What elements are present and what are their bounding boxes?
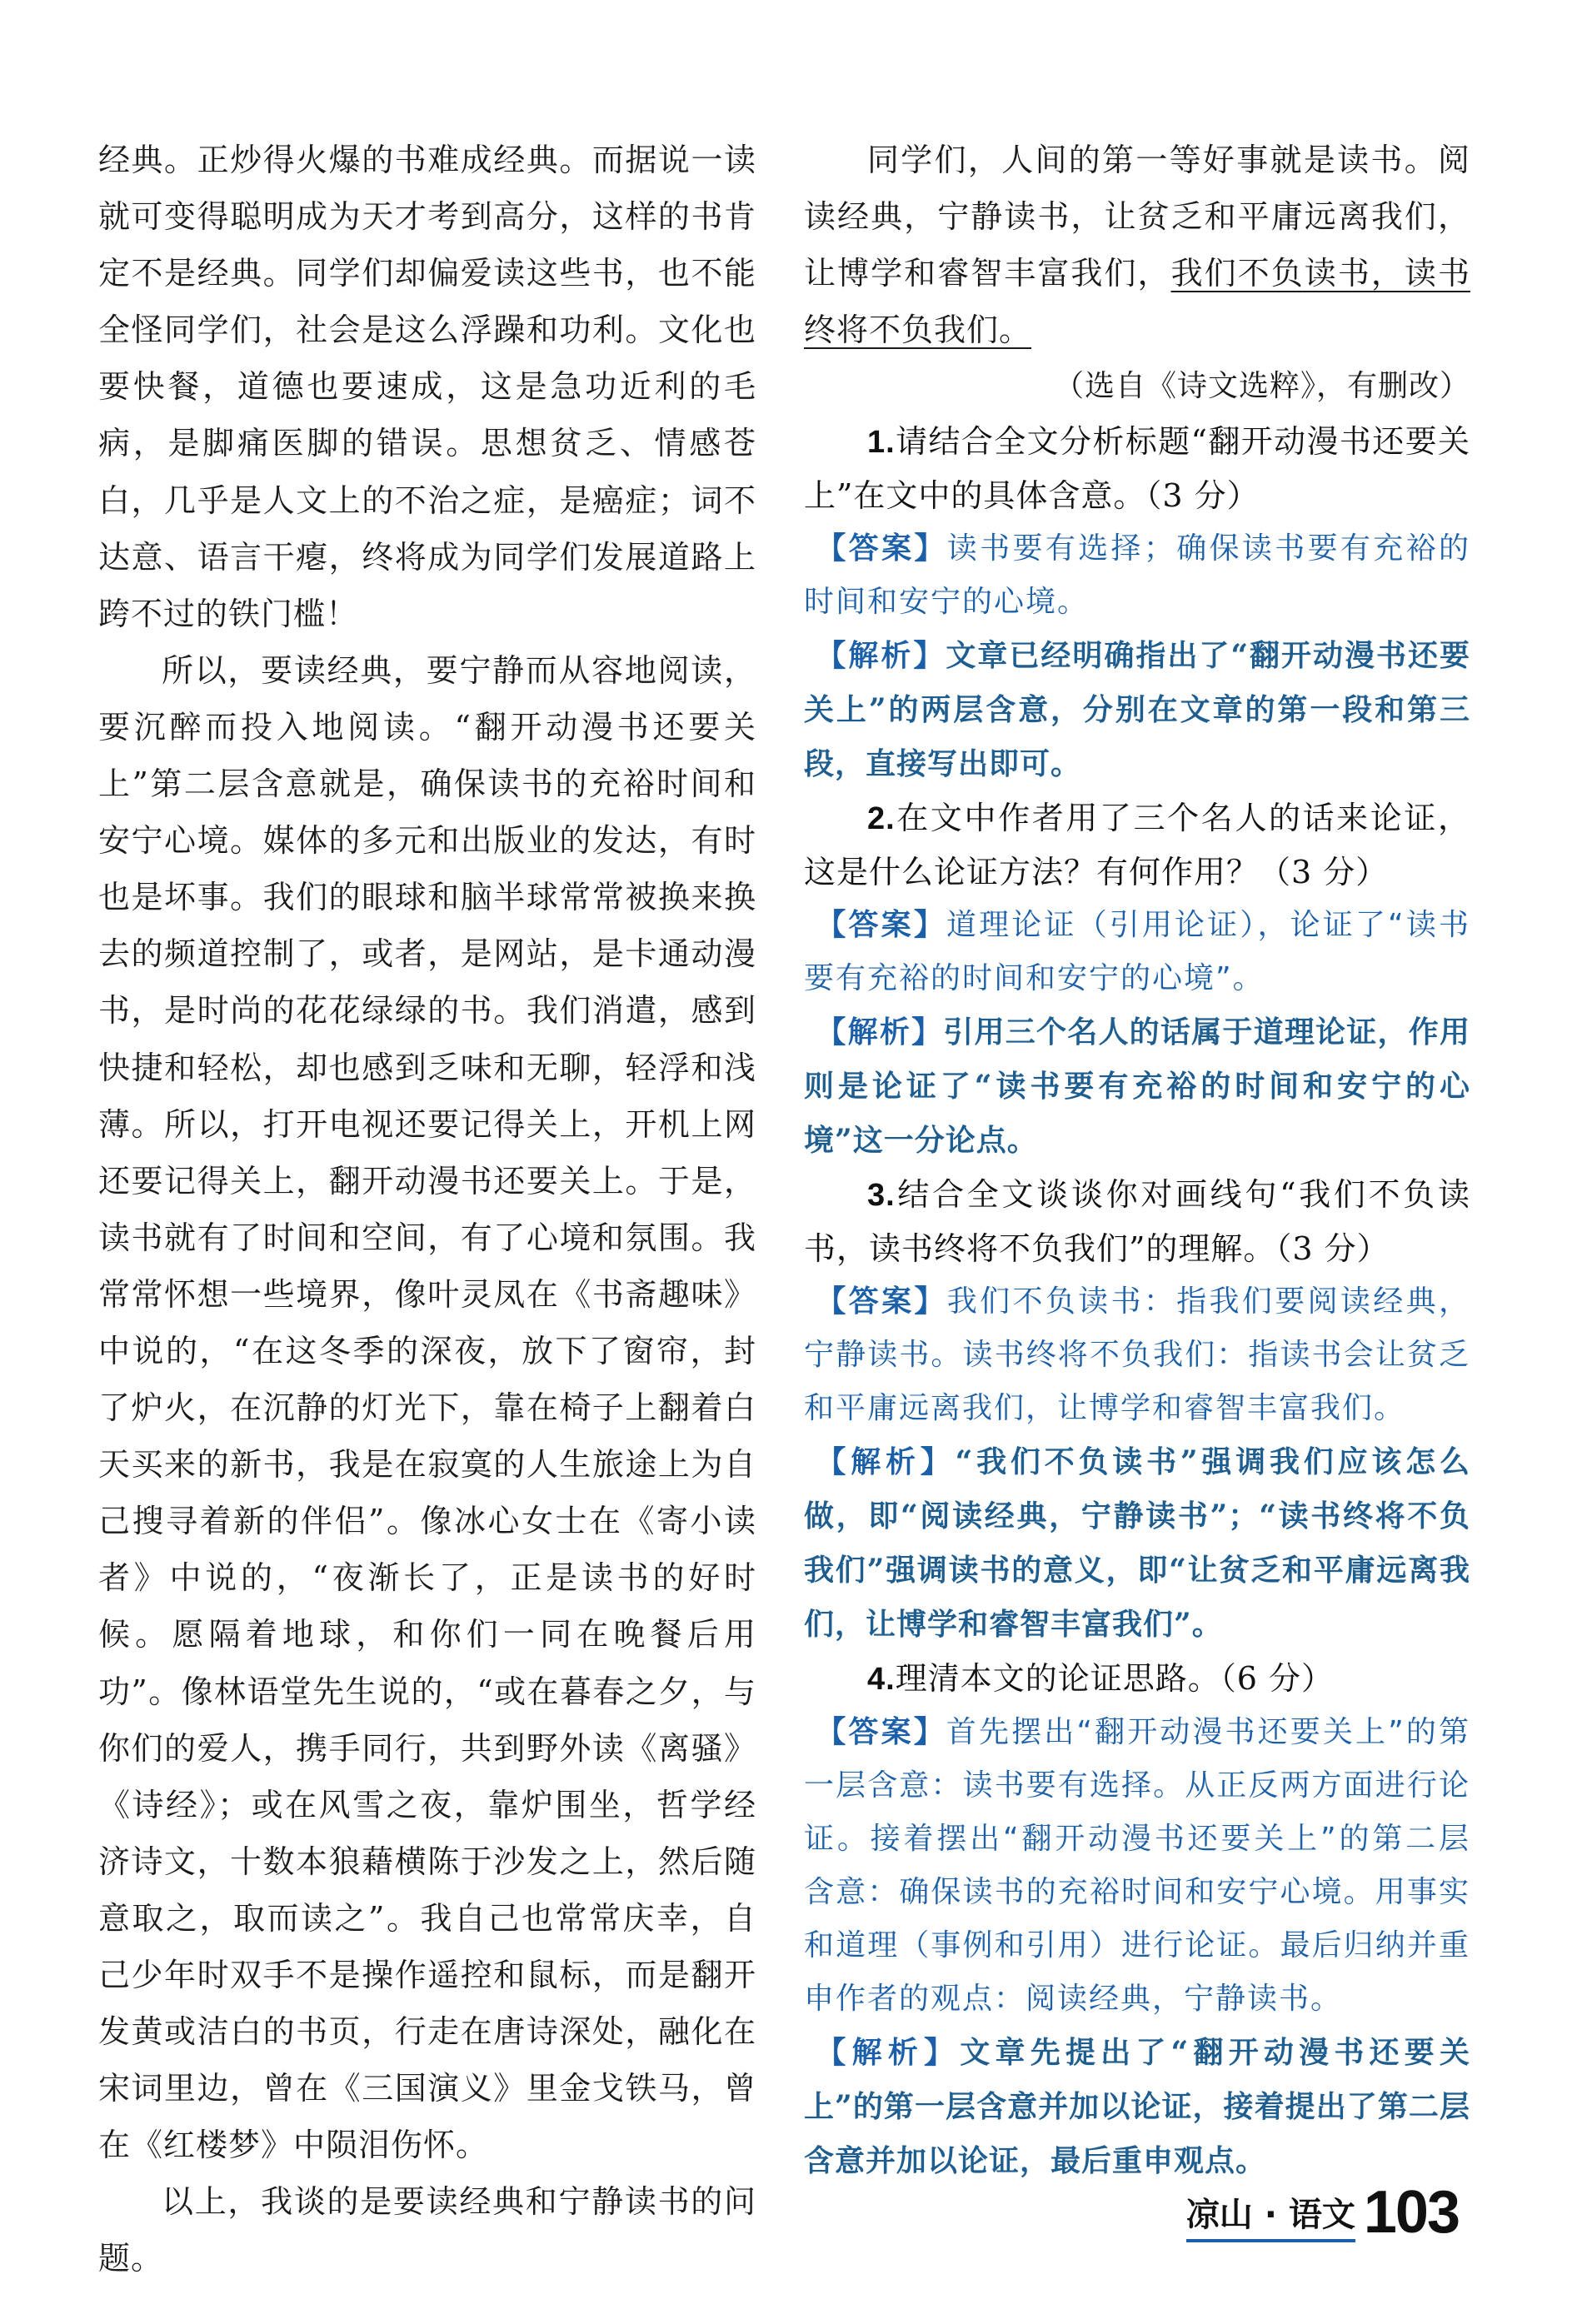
essay-conclusion — [804, 132, 1470, 358]
answer-text: 首先摆出“翻开动漫书还要关上”的第一层含意：读书要有选择。从正反两方面进行论证。接着摆出“翻开动漫书还要关上”的第二层含意：确保读书的充裕时间和安宁心境。用事实和道理（事例和引用）进行论证。最后归纳并重申作者的观点：阅读经典，宁静读书。 — [804, 1715, 1470, 2017]
question-4 — [804, 1652, 1470, 2188]
analysis-tag: 【解析】 — [816, 639, 946, 674]
question-text: 请结合全文分析标题“翻开动漫书还要关上”在文中的具体含意。（3 分） — [804, 423, 1470, 515]
analysis-text: 引用三个名人的话属于道理论证，作用则是论证了“读书要有充裕的时间和安宁的心境”这一分论点。 — [804, 1015, 1470, 1159]
essay-paragraph-3: 以上，我谈的是要读经典和宁静读书的问题。 — [98, 2183, 756, 2277]
answer-tag: 【答案】 — [816, 1284, 947, 1319]
conclusion-text: 同学们，人间的第一等好事就是读书。阅读经典，宁静读书，让贫乏和平庸远离我们，让博学和睿智丰富我们， — [804, 142, 1470, 292]
analysis-text: 文章已经明确指出了“翻开动漫书还要关上”的两层含意，分别在文章的第一段和第三段，直接写出即可。 — [804, 638, 1470, 782]
right-column — [804, 132, 1470, 2188]
answer-tag: 【答案】 — [816, 531, 947, 566]
question-1 — [804, 415, 1470, 791]
question-number: 3. — [867, 1178, 896, 1214]
footer-label: 凉山 · 语文 — [1186, 2188, 1355, 2242]
question-text: 结合全文谈谈你对画线句“我们不负读书，读书终将不负我们”的理解。（3 分） — [804, 1176, 1470, 1268]
page-footer — [1185, 2179, 1459, 2246]
question-text: 理清本文的论证思路。（6 分） — [895, 1660, 1334, 1698]
question-number: 4. — [867, 1662, 896, 1698]
answer-tag: 【答案】 — [816, 908, 946, 943]
question-number: 1. — [867, 425, 896, 461]
essay-paragraph-1: 经典。正炒得火爆的书难成经典。而据说一读就可变得聪明成为天才考到高分，这样的书肯定不是经典。同学们却偏爱读这些书，也不能全怪同学们，社会是这么浮躁和功利。文化也要快餐，道德也要速成，这是急功近利的毛病，是脚痛医脚的错误。思想贫乏、情感苍白，几乎是人文上的不治之症，是癌症；词不达意、语言干瘪，终将成为同学们发展道路上跨不过的铁门槛！ — [98, 142, 756, 632]
question-3 — [804, 1168, 1470, 1652]
question-2 — [804, 791, 1470, 1168]
analysis-tag: 【解析】 — [816, 2036, 961, 2071]
source-note: （选自《诗文选粹》，有删改） — [1053, 369, 1470, 404]
answer-text: 道理论证（引用论证），论证了“读书要有充裕的时间和安宁的心境”。 — [804, 908, 1470, 996]
question-text: 在文中作者用了三个名人的话来论证，这是什么论证方法？有何作用？（3 分） — [804, 800, 1470, 891]
question-number: 2. — [867, 801, 896, 837]
page-number: 103 — [1363, 2179, 1459, 2246]
left-column — [98, 132, 756, 2287]
answer-tag: 【答案】 — [816, 1715, 946, 1750]
answer-text: 我们不负读书：指我们要阅读经典，宁静读书。读书终将不负我们：指读书会让贫乏和平庸远离我们，让博学和睿智丰富我们。 — [804, 1284, 1470, 1426]
answer-text: 读书要有选择；确保读书要有充裕的时间和安宁的心境。 — [804, 531, 1470, 620]
analysis-tag: 【解析】 — [816, 1015, 944, 1050]
essay-paragraph-2: 所以，要读经典，要宁静而从容地阅读，要沉醉而投入地阅读。“翻开动漫书还要关上”第二层含意就是，确保读书的充裕时间和安宁心境。媒体的多元和出版业的发达，有时也是坏事。我们的眼球和脑半球常常被换来换去的频道控制了，或者，是网站，是卡通动漫书，是时尚的花花绿绿的书。我们消遣，感到快捷和轻松，却也感到乏味和无聊，轻浮和浅薄。所以，打开电视还要记得关上，开机上网还要记得关上，翻开动漫书还要关上。于是，读书就有了时间和空间，有了心境和氛围。我常常怀想一些境界，像叶灵凤在《书斋趣味》中说的，“在这冬季的深夜，放下了窗帘，封了炉火，在沉静的灯光下，靠在椅子上翻着白天买来的新书，我是在寂寞的人生旅途上为自己搜寻着新的伴侣”。像冰心女士在《寄小读者》中说的，“夜渐长了，正是读书的好时候。愿隔着地球，和你们一同在晚餐后用功”。像林语堂先生说的，“或在暮春之夕，与你们的爱人，携手同行，共到野外读《离骚》《诗经》；或在风雪之夜，靠炉围坐，哲学经济诗文，十数本狼藉横陈于沙发之上，然后随意取之，取而读之”。我自己也常常庆幸，自己少年时双手不是操作遥控和鼠标，而是翻开发黄或洁白的书页，行走在唐诗深处，融化在宋词里边，曾在《三国演义》里金戈铁马，曾在《红楼梦》中陨泪伤怀。 — [98, 651, 756, 2164]
underlined-sentence: 我们不负读书，读书终将不负我们。 — [804, 255, 1470, 349]
analysis-text: 文章先提出了“翻开动漫书还要关上”的第一层含意并加以论证，接着提出了第二层含意并加以论证，最后重申观点。 — [804, 2035, 1470, 2179]
analysis-tag: 【解析】 — [816, 1445, 956, 1480]
analysis-text: “我们不负读书”强调我们应该怎么做，即“阅读经典，宁静读书”；“读书终将不负我们”强调读书的意义，即“让贫乏和平庸远离我们，让博学和睿智丰富我们”。 — [804, 1444, 1470, 1643]
